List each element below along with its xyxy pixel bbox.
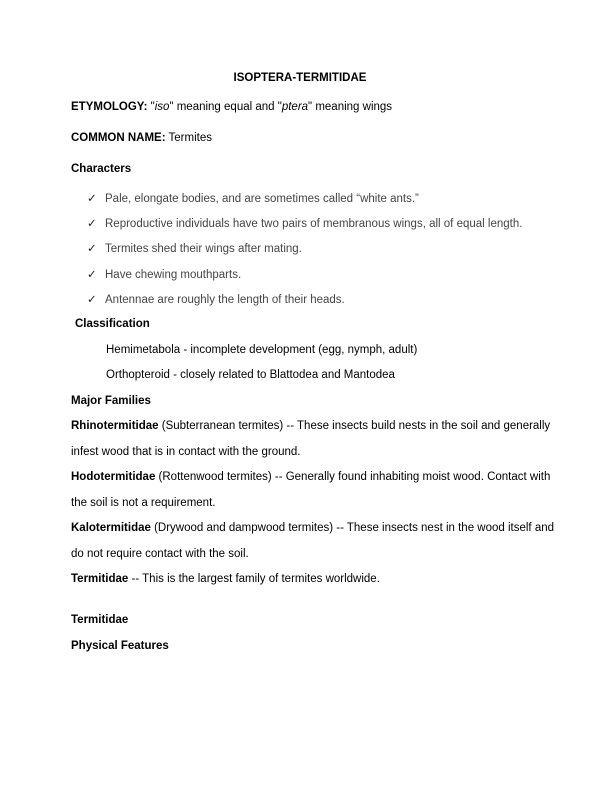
family-description: (Subterranean termites) -- These insects build nests in the soil and generally	[158, 420, 551, 432]
etymology-label: ETYMOLOGY:	[71, 101, 148, 113]
common-name-label: COMMON NAME:	[71, 132, 166, 144]
characters-item	[87, 216, 522, 230]
physical-features-heading: Physical Features	[71, 640, 169, 652]
characters-heading: Characters	[71, 163, 132, 175]
characters-item-text: Pale, elongate bodies, and are sometimes called “white ants.”	[105, 193, 419, 205]
characters-item-text: Reproductive individuals have two pairs of membranous wings, all of equal length.	[105, 218, 523, 230]
classification-item: Orthopteroid - closely related to Blattodea and Mantodea	[106, 369, 395, 381]
etymology-term-iso: iso	[154, 101, 170, 113]
checkmark-icon: ✓	[87, 243, 97, 255]
family-description: (Drywood and dampwood termites) -- These insects nest in the wood itself and	[150, 522, 555, 534]
family-rhinotermitidae-line-1	[71, 420, 551, 432]
characters-item-text: Have chewing mouthparts.	[105, 269, 242, 281]
classification-heading: Classification	[75, 318, 150, 330]
family-name: Termitidae	[71, 573, 129, 585]
checkmark-icon: ✓	[87, 294, 97, 306]
checkmark-icon: ✓	[87, 218, 97, 230]
etymology-text-3: " meaning wings	[308, 101, 393, 113]
etymology-text-2: " meaning equal and "	[169, 101, 282, 113]
classification-item: Hemimetabola - incomplete development (egg, nymph, adult)	[106, 344, 418, 356]
checkmark-icon: ✓	[87, 193, 97, 205]
family-rhinotermitidae-line-2: infest wood that is in contact with the ground.	[71, 446, 301, 458]
common-name-line	[71, 132, 212, 144]
characters-item-text: Antennae are roughly the length of their heads.	[105, 294, 345, 306]
termitidae-section-heading: Termitidae	[71, 614, 129, 626]
family-hodotermitidae-line-1	[71, 471, 551, 483]
major-families-heading: Major Families	[71, 395, 151, 407]
characters-item	[87, 191, 419, 205]
family-name: Kalotermitidae	[71, 522, 151, 534]
document-title: ISOPTERA-TERMITIDAE	[233, 72, 367, 84]
characters-item	[87, 241, 302, 255]
family-name: Rhinotermitidae	[71, 420, 159, 432]
common-name-value: Termites	[165, 132, 212, 144]
etymology-line	[71, 101, 392, 113]
characters-item	[87, 267, 241, 281]
checkmark-icon: ✓	[87, 269, 97, 281]
family-kalotermitidae-line-2: do not require contact with the soil.	[71, 548, 249, 560]
etymology-text-1: "	[147, 101, 155, 113]
family-kalotermitidae-line-1	[71, 522, 555, 534]
family-name: Hodotermitidae	[71, 471, 156, 483]
characters-item	[87, 292, 345, 306]
family-description: (Rottenwood termites) -- Generally found inhabiting moist wood. Contact with	[155, 471, 551, 483]
family-termitidae-line	[71, 573, 380, 585]
family-description: -- This is the largest family of termites worldwide.	[128, 573, 380, 585]
characters-item-text: Termites shed their wings after mating.	[105, 243, 302, 255]
etymology-term-ptera: ptera	[281, 101, 309, 113]
family-hodotermitidae-line-2: the soil is not a requirement.	[71, 497, 216, 509]
